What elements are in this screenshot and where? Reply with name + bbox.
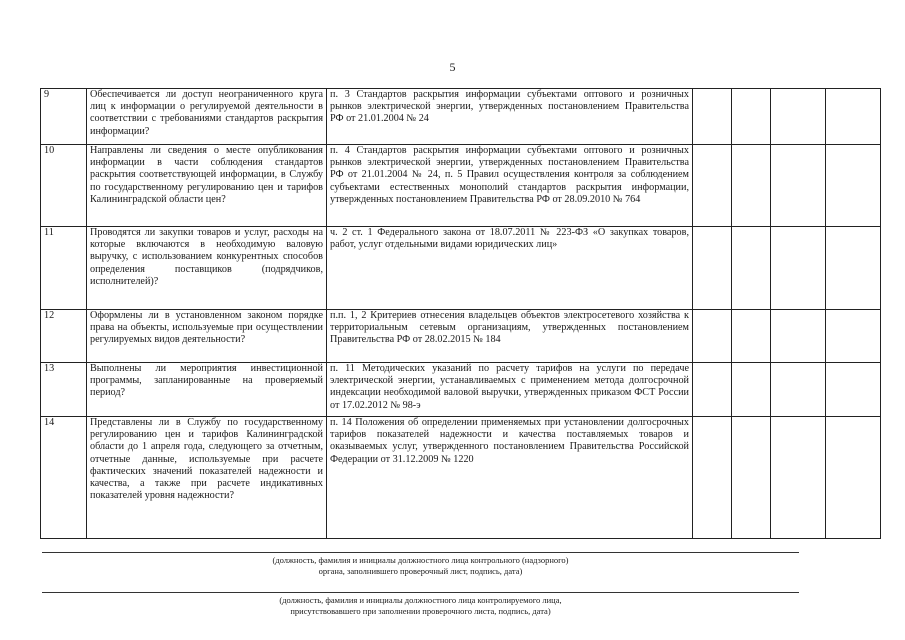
table-row: [41, 363, 881, 417]
caption-line: (должность, фамилия и инициалы должностного лица контролируемого лица,: [279, 595, 562, 605]
question-cell: Проводятся ли закупки товаров и услуг, расходы на которые включаются в необходимую валовую выручку, с использованием конкурентных способов определения поставщиков (подрядчиков, исполнителей)?: [87, 227, 327, 310]
answer-no-cell[interactable]: [732, 89, 771, 145]
answer-no-cell[interactable]: [732, 227, 771, 310]
row-number: 9: [41, 89, 87, 145]
page-number: 5: [449, 60, 456, 74]
note-cell[interactable]: [826, 310, 881, 363]
note-cell[interactable]: [826, 227, 881, 310]
answer-no-cell[interactable]: [732, 417, 771, 539]
answer-na-cell[interactable]: [771, 417, 826, 539]
controlled-person-signature-caption: [42, 595, 799, 617]
checklist-table: [40, 88, 881, 539]
note-cell[interactable]: [826, 145, 881, 227]
requisite-cell: п. 14 Положения об определении применяемых при установлении долгосрочных тарифов показателей надежности и качества поставляемых товаров и оказываемых услуг, утвержденного постановлением Правительства Российской Федерации от 31.12.2009 № 1220: [327, 417, 693, 539]
answer-yes-cell[interactable]: [693, 363, 732, 417]
note-cell[interactable]: [826, 89, 881, 145]
answer-no-cell[interactable]: [732, 310, 771, 363]
note-cell[interactable]: [826, 363, 881, 417]
row-number: 12: [41, 310, 87, 363]
inspector-signature-caption: [42, 555, 799, 577]
requisite-cell: п. 3 Стандартов раскрытия информации субъектами оптового и розничных рынков электрической энергии, утвержденных постановлением Правительства РФ от 21.01.2004 № 24: [327, 89, 693, 145]
table-row: [41, 89, 881, 145]
answer-na-cell[interactable]: [771, 363, 826, 417]
note-cell[interactable]: [826, 417, 881, 539]
requisite-cell: п.п. 1, 2 Критериев отнесения владельцев объектов электросетевого хозяйства к территориальным сетевым организациям, утвержденных постановлением Правительства РФ от 28.02.2015 № 184: [327, 310, 693, 363]
question-cell: Направлены ли сведения о месте опубликования информации в части соблюдения стандартов раскрытия соответствующей информации, в Службу по государственному регулированию цен и тарифов Калининградской области цен?: [87, 145, 327, 227]
question-cell: Обеспечивается ли доступ неограниченного круга лиц к информации о регулируемой деятельности в соответствии с требованиями стандартов раскрытия информации?: [87, 89, 327, 145]
answer-na-cell[interactable]: [771, 310, 826, 363]
answer-na-cell[interactable]: [771, 89, 826, 145]
caption-line: органа, заполнившего проверочный лист, подпись, дата): [318, 566, 523, 576]
answer-no-cell[interactable]: [732, 363, 771, 417]
answer-na-cell[interactable]: [771, 145, 826, 227]
table-row: [41, 417, 881, 539]
caption-line: (должность, фамилия и инициалы должностного лица контрольного (надзорного): [272, 555, 569, 565]
requisite-cell: ч. 2 ст. 1 Федерального закона от 18.07.2011 № 223-ФЗ «О закупках товаров, работ, услуг отдельными видами юридических лиц»: [327, 227, 693, 310]
answer-yes-cell[interactable]: [693, 310, 732, 363]
answer-yes-cell[interactable]: [693, 145, 732, 227]
question-cell: Оформлены ли в установленном законом порядке права на объекты, используемые при осуществлении регулируемых видов деятельности?: [87, 310, 327, 363]
table-row: [41, 227, 881, 310]
answer-na-cell[interactable]: [771, 227, 826, 310]
row-number: 11: [41, 227, 87, 310]
row-number: 13: [41, 363, 87, 417]
table-row: [41, 145, 881, 227]
inspector-signature-line[interactable]: [42, 552, 799, 553]
table-row: [41, 310, 881, 363]
answer-yes-cell[interactable]: [693, 227, 732, 310]
row-number: 10: [41, 145, 87, 227]
row-number: 14: [41, 417, 87, 539]
answer-yes-cell[interactable]: [693, 89, 732, 145]
requisite-cell: п. 4 Стандартов раскрытия информации субъектами оптового и розничных рынков электрической энергии, утвержденных постановлением Правительства РФ от 21.01.2004 № 24, п. 5 Правил осуществления контроля за соблюдением субъектами естественных монополий стандартов раскрытия информации, утвержденных постановлением Правительства РФ от 28.09.2010 № 764: [327, 145, 693, 227]
controlled-person-signature-line[interactable]: [42, 592, 799, 593]
answer-yes-cell[interactable]: [693, 417, 732, 539]
question-cell: Выполнены ли мероприятия инвестиционной программы, запланированные на проверяемый период?: [87, 363, 327, 417]
requisite-cell: п. 11 Методических указаний по расчету тарифов на услуги по передаче электрической энергии, устанавливаемых с применением метода долгосрочной индексации необходимой валовой выручки, утвержденных приказом ФСТ России от 17.02.2012 № 98-э: [327, 363, 693, 417]
question-cell: Представлены ли в Службу по государственному регулированию цен и тарифов Калининградской области до 1 апреля года, следующего за отчетным, отчетные данные, используемые при расчете фактических значений показателей надежности и качества, а также при расчете индикативных показателей уровня надежности?: [87, 417, 327, 539]
answer-no-cell[interactable]: [732, 145, 771, 227]
caption-line: присутствовавшего при заполнении проверочного листа, подпись, дата): [290, 606, 551, 616]
